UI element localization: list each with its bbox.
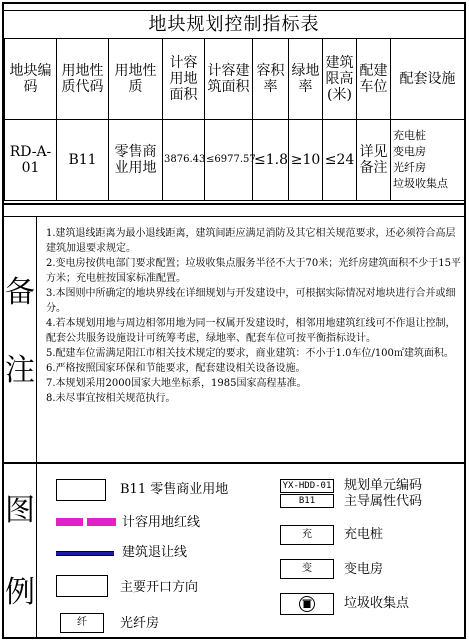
- cell-green-ratio: ≥10: [289, 120, 323, 201]
- redline-symbol-gap: [83, 518, 87, 526]
- header-cell: 地块编码: [5, 39, 57, 120]
- legend-landuse: B11 零售商业用地: [120, 482, 229, 497]
- legend-garbage: 垃圾收集点: [344, 596, 410, 611]
- table-header-row: [5, 39, 465, 120]
- cell-far: ≤1.8: [253, 120, 289, 201]
- landuse-symbol: [56, 479, 106, 501]
- garbage-symbol: [280, 593, 334, 615]
- note-item: 5.配建车位需满足阳江市相关技术规定的要求，商业建筑：不小于1.0车位/100㎡建筑面积。: [46, 348, 454, 359]
- notes-label-char: 注: [5, 353, 35, 388]
- control-sheet: [2, 2, 466, 639]
- legend-transformer: 变电房: [344, 562, 384, 577]
- legend-attr-code: 主导属性代码: [344, 494, 423, 509]
- facility-item: 光纤房: [393, 161, 426, 174]
- indicator-table: [4, 38, 464, 200]
- legend-redline: 计容用地红线: [122, 515, 201, 530]
- facility-item: 垃圾收集点: [393, 177, 448, 190]
- cell-floor-area: ≤6977.57: [205, 120, 253, 201]
- cell-parcel-code: RD-A-01: [5, 120, 57, 201]
- note-item: 7.本规划采用2000国家大地坐标系，1985国家高程基准。: [46, 378, 307, 389]
- sheet-title: 地块规划控制指标表: [148, 14, 320, 35]
- legend-label: [4, 464, 37, 638]
- notes-list: [46, 226, 462, 406]
- divider: [4, 216, 464, 217]
- legend-label-char: 例: [5, 575, 35, 610]
- legend-unit-code: 规划单元编码: [344, 478, 423, 493]
- facility-item: 充电桩: [393, 129, 426, 142]
- divider: [4, 203, 464, 205]
- entrance-symbol: [56, 575, 108, 597]
- transformer-symbol: 变: [280, 559, 334, 579]
- garbage-bin-icon: [281, 594, 333, 614]
- header-cell: 用地性质: [109, 39, 163, 120]
- legend-fiber: 光纤房: [120, 616, 160, 631]
- cell-use-code: B11: [57, 120, 109, 201]
- divider: [4, 10, 464, 11]
- header-cell: 计容建筑面积: [205, 39, 253, 120]
- note-item: 1.建筑退线距离为最小退线距离，建筑间距应满足消防及其它相关规范要求，还必须符合高层建筑加退要求规定。: [46, 228, 456, 254]
- cell-height-limit: ≤24: [323, 120, 357, 201]
- header-cell: 计容用地面积: [163, 39, 205, 120]
- note-item: 2.变电房按供电部门要求配置；垃圾收集点服务半径不大于70米；光纤房建筑面积不少于15平方米；充电桩按国家标准配置。: [46, 258, 461, 284]
- table-row: [5, 120, 465, 201]
- header-cell: 配套设施: [391, 39, 465, 120]
- header-cell: 容积率: [253, 39, 289, 120]
- note-item: 8.未尽事宜按相关规范执行。: [46, 393, 176, 404]
- legend-charge: 充电桩: [344, 527, 384, 542]
- cell-parking: 详见备注: [357, 120, 391, 201]
- header-cell: 绿地率: [289, 39, 323, 120]
- cell-facilities: [391, 120, 465, 201]
- setback-symbol: [56, 551, 114, 556]
- attr-code-symbol: B11: [280, 494, 334, 508]
- fiber-symbol: 纤: [60, 613, 104, 633]
- legend-label-char: 图: [5, 493, 35, 528]
- unit-code-symbol: YX-HDD-01: [280, 479, 334, 493]
- header-cell: 用地性质代码: [57, 39, 109, 120]
- note-item: 4.若本规划用地与周边相邻用地为同一权属开发建设时，相邻用地建筑红线可不作退让控制，配套公共服务设施设计可统筹考虑，绿地率、配套车位可按平衡指标设计。: [46, 318, 456, 344]
- legend-setback: 建筑退让线: [122, 545, 188, 560]
- legend-entrance: 主要开口方向: [120, 580, 199, 595]
- cell-use-type: 零售商业用地: [109, 120, 163, 201]
- divider: [4, 462, 464, 464]
- charge-symbol: 充: [280, 525, 334, 545]
- header-cell: 配建车位: [357, 39, 391, 120]
- note-item: 3.本图则中所确定的地块界线在详细规划与开发建设中，可根据实际情况对地块进行合并或细分。: [46, 288, 456, 314]
- notes-label: [4, 216, 37, 462]
- cell-land-area: 3876.43: [163, 120, 205, 201]
- notes-label-char: 备: [5, 275, 35, 310]
- note-item: 6.严格按照国家环保和节能要求，配套建设相关设备设施。: [46, 363, 306, 374]
- header-cell: 建筑限高(米): [323, 39, 357, 120]
- facility-item: 变电房: [393, 145, 426, 158]
